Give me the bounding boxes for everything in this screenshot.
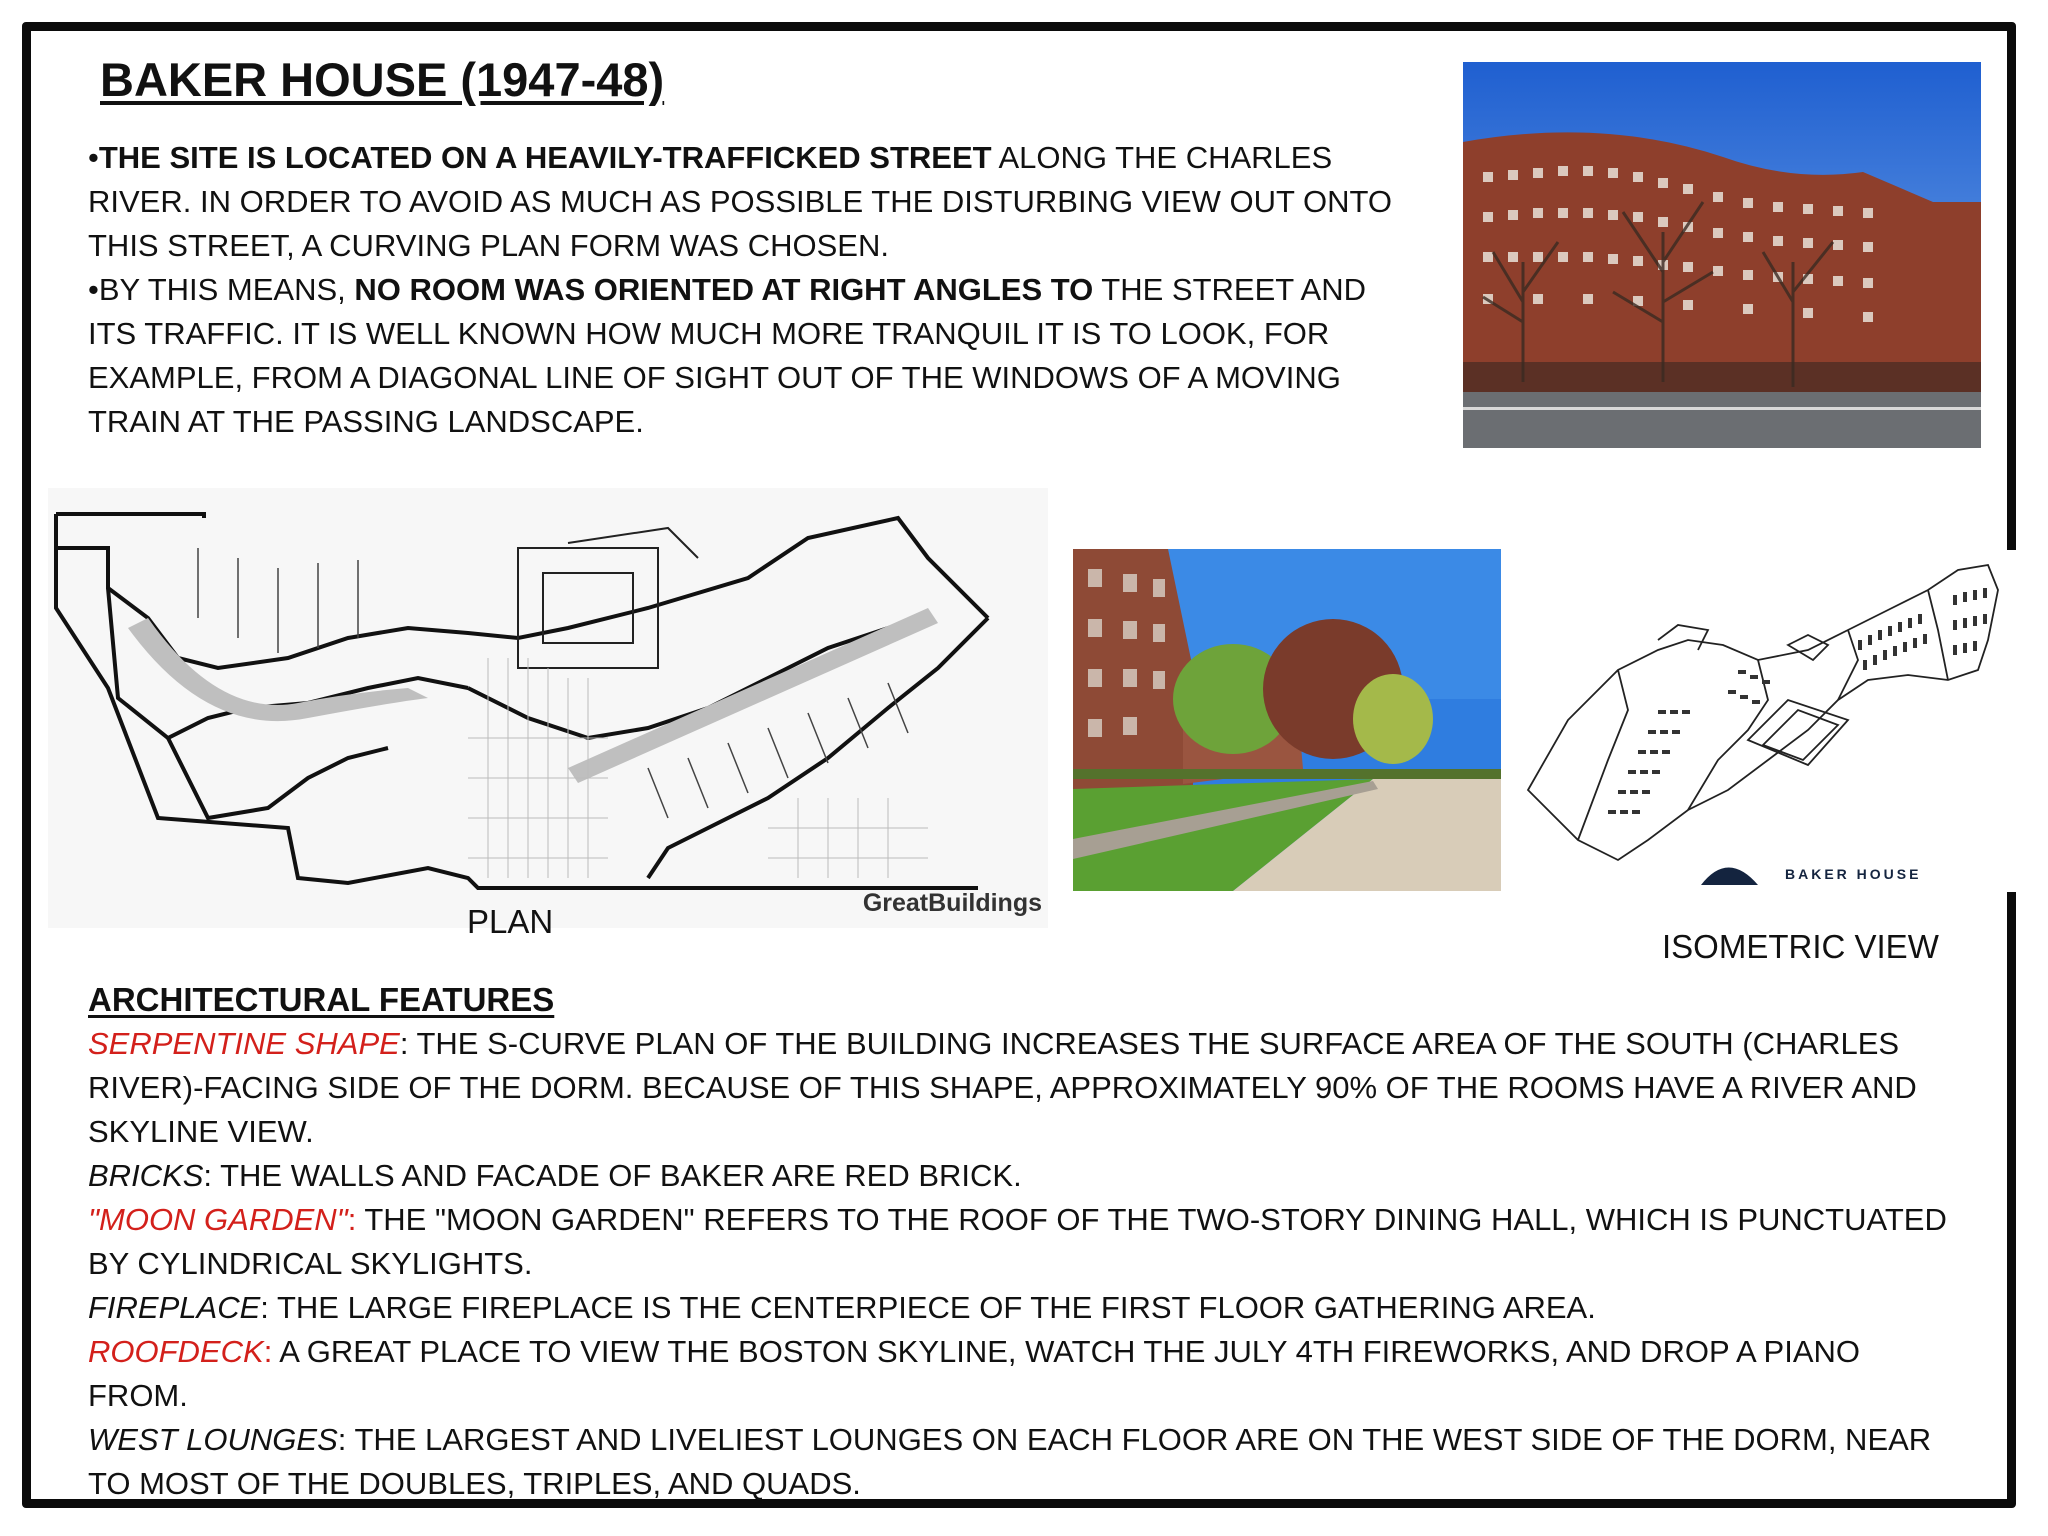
exterior-photo — [1463, 62, 1981, 448]
floor-plan-drawing — [48, 488, 1048, 928]
page-title: BAKER HOUSE (1947-48) — [100, 53, 665, 106]
feature-sep: : — [260, 1290, 277, 1325]
feature-text: THE LARGE FIREPLACE IS THE CENTERPIECE OF THE FIRST FLOOR GATHERING AREA. — [276, 1290, 1596, 1325]
intro-lead-2: •BY THIS MEANS, — [88, 272, 355, 307]
feature-sep: : — [347, 1202, 365, 1237]
feature-bricks — [88, 1154, 1968, 1198]
feature-fireplace — [88, 1286, 1968, 1330]
architectural-features — [88, 978, 1968, 1506]
feature-term: BRICKS — [88, 1158, 204, 1193]
features-heading: ARCHITECTURAL FEATURES — [88, 981, 555, 1018]
intro-paragraph-2 — [88, 268, 1408, 444]
feature-term: SERPENTINE SHAPE — [88, 1026, 400, 1061]
feature-text: THE "MOON GARDEN" REFERS TO THE ROOF OF THE TWO-STORY DINING HALL, WHICH IS PUNCTUATED BY CYLINDRICAL SKYLIGHTS. — [88, 1202, 1947, 1281]
feature-moon-garden — [88, 1198, 1968, 1286]
feature-roofdeck — [88, 1330, 1968, 1418]
feature-text: A GREAT PLACE TO VIEW THE BOSTON SKYLINE, WATCH THE JULY 4TH FIREWORKS, AND DROP A PIANO FROM. — [88, 1334, 1861, 1413]
isometric-caption: ISOMETRIC VIEW — [1662, 928, 1939, 965]
intro-bold-1: THE SITE IS LOCATED ON A HEAVILY-TRAFFICKED STREET — [98, 140, 992, 175]
intro-paragraph-1 — [88, 136, 1408, 268]
feature-sep: : — [399, 1026, 417, 1061]
feature-text: THE S-CURVE PLAN OF THE BUILDING INCREASES THE SURFACE AREA OF THE SOUTH (CHARLES RIVER)-FACING SIDE OF THE DORM. BECAUSE OF THIS SHAPE, APPROXIMATELY 90% OF THE ROOMS HAVE A RIVER AND SKYLINE VIEW. — [88, 1026, 1917, 1149]
isometric-drawing — [1508, 550, 2018, 892]
intro-text — [88, 136, 1408, 444]
feature-sep: : — [337, 1422, 355, 1457]
feature-serpentine — [88, 1022, 1968, 1154]
feature-sep: : — [203, 1158, 221, 1193]
plan-caption: PLAN — [467, 903, 554, 940]
feature-text: THE LARGEST AND LIVELIEST LOUNGES ON EACH FLOOR ARE ON THE WEST SIDE OF THE DORM, NEAR TO MOST OF THE DOUBLES, TRIPLES, AND QUADS. — [88, 1422, 1932, 1501]
feature-sep: : — [263, 1334, 280, 1369]
feature-west-lounges — [88, 1418, 1968, 1506]
courtyard-photo — [1073, 549, 1501, 891]
iso-logo-text: BAKER HOUSE — [1785, 866, 1922, 882]
feature-term: WEST LOUNGES — [88, 1422, 338, 1457]
feature-term: ROOFDECK — [88, 1334, 264, 1369]
feature-term: "MOON GARDEN" — [88, 1202, 348, 1237]
feature-text: THE WALLS AND FACADE OF BAKER ARE RED BRICK. — [220, 1158, 1022, 1193]
feature-term: FIREPLACE — [88, 1290, 261, 1325]
intro-text-2: THE STREET AND ITS TRAFFIC. IT IS WELL KNOWN HOW MUCH MORE TRANQUIL IT IS TO LOOK, FOR EXAMPLE, FROM A DIAGONAL LINE OF SIGHT OUT OF THE WINDOWS OF A MOVING TRAIN AT THE PASSING LANDSCAPE. — [88, 272, 1366, 439]
intro-bold-2: NO ROOM WAS ORIENTED AT RIGHT ANGLES TO — [354, 272, 1094, 307]
plan-watermark: GreatBuildings — [862, 889, 1042, 917]
bullet: • — [88, 140, 99, 175]
intro-text-1: ALONG THE CHARLES RIVER. IN ORDER TO AVOID AS MUCH AS POSSIBLE THE DISTURBING VIEW OUT ONTO THIS STREET, A CURVING PLAN FORM WAS CHOSEN. — [88, 140, 1392, 263]
